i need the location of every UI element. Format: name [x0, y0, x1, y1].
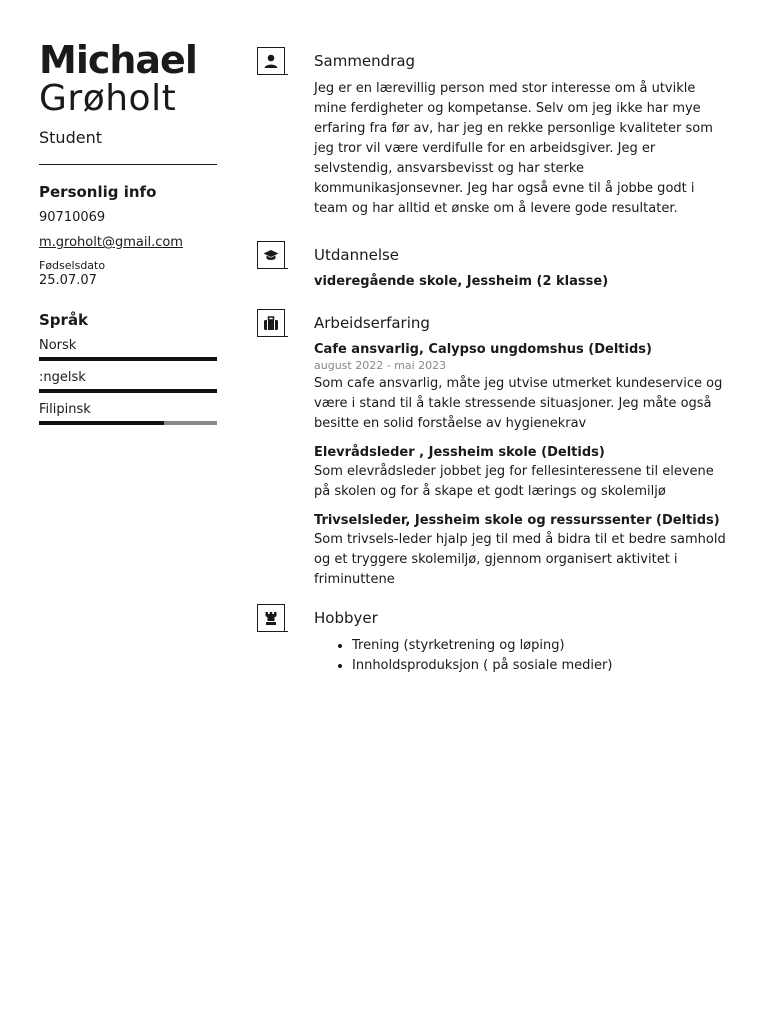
- languages-heading: Språk: [39, 311, 89, 329]
- language-name: Norsk: [39, 338, 77, 353]
- hobbies-list: [314, 636, 727, 676]
- language-item: [39, 401, 217, 425]
- experience-section: [257, 309, 727, 590]
- education-title: Utdannelse: [314, 246, 400, 264]
- list-item: • Innholdsproduksjon ( på sosiale medier): [352, 656, 727, 676]
- sidebar: [39, 40, 217, 425]
- language-level-fill: [39, 357, 217, 361]
- education-entry: videregående skole, Jessheim (2 klasse): [314, 274, 609, 289]
- language-level-bar: [39, 421, 217, 425]
- personal-info-section: [39, 183, 217, 289]
- language-level-bar: [39, 357, 217, 361]
- experience-entry-text: Som trivsels-leder hjalp jeg til med å bidra til et bedre samhold og et tryggere skolemiljø, gjennom organisert aktivitet i friminuttene: [314, 532, 726, 587]
- last-name: Grøholt: [39, 78, 177, 119]
- language-level-bar: [39, 389, 217, 393]
- language-item: [39, 369, 217, 393]
- summary-text: Jeg er en lærevillig person med stor interesse om å utvikle mine ferdigheter og kompetanse. Selv om jeg ikke har mye erfaring fra før av, har jeg en rekke personlige kvaliteter som jeg tror vil være verdifulle for en arbeidsgiver. Jeg er selvstendig, ansvarsbevisst og har sterke kommunikasjonsevner. Jeg har også evne til å jobbe godt i team og har alltid et ønske om å levere gode resultater.: [314, 81, 713, 216]
- experience-entry: [314, 341, 727, 434]
- chess-rook-icon: [257, 604, 285, 632]
- summary-title: Sammendrag: [314, 52, 416, 70]
- experience-title: Arbeidserfaring: [314, 314, 430, 332]
- experience-entry-text: Som elevrådsleder jobbet jeg for fellesinteressene til elevene på skolen og for å skape et godt lærings og skolemiljø: [314, 464, 714, 499]
- main-content: [257, 47, 727, 676]
- sidebar-divider: [39, 164, 217, 165]
- first-name: Michael: [39, 38, 197, 82]
- birth-date: 25.07.07: [39, 273, 97, 288]
- experience-entry-text: Som cafe ansvarlig, måte jeg utvise utmerket kundeservice og være i stand til å takle stressende situasjoner. Jeg måte også besitte en solid forståelse av hygienekrav: [314, 376, 723, 431]
- experience-entry-title: Cafe ansvarlig, Calypso ungdomshus (Deltids): [314, 342, 652, 357]
- language-level-fill: [39, 421, 164, 425]
- summary-section: [257, 47, 727, 219]
- briefcase-icon: [257, 309, 285, 337]
- job-title: Student: [39, 128, 102, 147]
- languages-section: [39, 311, 217, 425]
- language-name: Filipinsk: [39, 402, 91, 417]
- list-item: • Trening (styrketrening og løping): [352, 636, 727, 656]
- experience-entry: [314, 444, 727, 502]
- graduation-cap-icon: [257, 241, 285, 269]
- hobbies-title: Hobbyer: [314, 609, 378, 627]
- experience-entry-title: Trivselsleder, Jessheim skole og ressurssenter (Deltids): [314, 513, 720, 528]
- education-section: [257, 241, 727, 291]
- birth-date-label: Fødselsdato: [39, 259, 106, 272]
- person-icon: [257, 47, 285, 75]
- experience-entry-title: Elevrådsleder , Jessheim skole (Deltids): [314, 445, 605, 460]
- hobbies-section: [257, 604, 727, 676]
- language-item: [39, 337, 217, 361]
- experience-entry: [314, 512, 727, 590]
- personal-info-heading: Personlig info: [39, 183, 157, 201]
- language-name: :ngelsk: [39, 370, 86, 385]
- experience-entry-date: august 2022 - mai 2023: [314, 359, 447, 372]
- email-link[interactable]: m.groholt@gmail.com: [39, 235, 183, 250]
- phone-number: 90710069: [39, 210, 106, 225]
- language-level-fill: [39, 389, 217, 393]
